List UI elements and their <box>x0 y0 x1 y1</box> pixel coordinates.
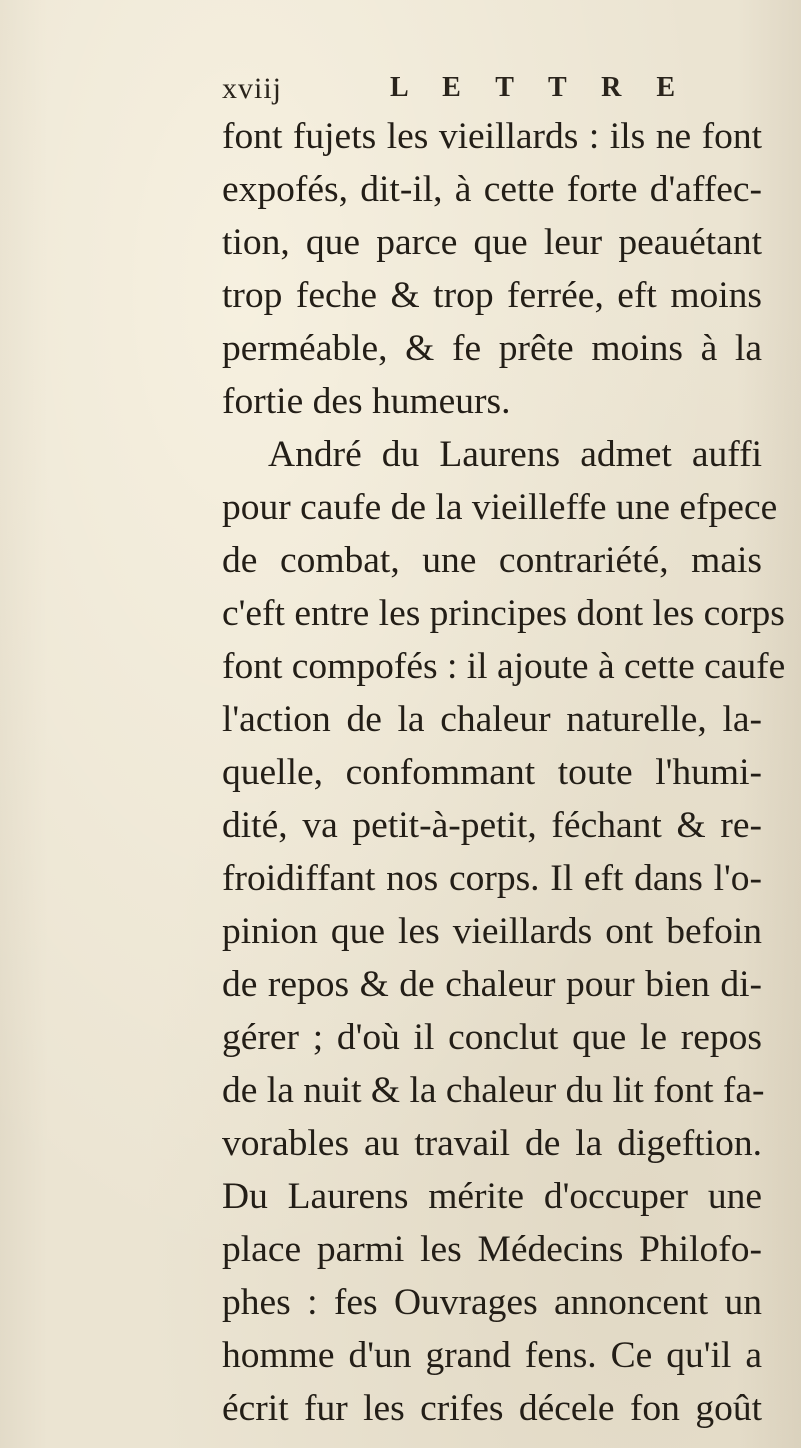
text-line: pour caufe de la vieilleffe une efpece <box>222 487 778 528</box>
text-line: de combat, une contrariété, mais <box>222 540 762 581</box>
text-line: fortie des humeurs. <box>222 381 511 422</box>
text-line: froidiffant nos corps. Il eft dans l'o- <box>222 858 762 899</box>
text-line: de la nuit & la chaleur du lit font fa- <box>222 1070 765 1111</box>
text-line: André du Laurens admet auffi <box>268 434 762 475</box>
text-line: gérer ; d'où il conclut que le repos <box>222 1017 762 1058</box>
text-line: homme d'un grand fens. Ce qu'il a <box>222 1335 762 1376</box>
text-line: font fujets les vieillards : ils ne font <box>222 116 762 157</box>
text-line: vorables au travail de la digeftion. <box>222 1123 762 1164</box>
text-line: font compofés : il ajoute à cette caufe <box>222 646 786 687</box>
text-line: tion, que parce que leur peauétant <box>222 222 762 263</box>
text-line: écrit fur les crifes décele fon goût <box>222 1388 762 1429</box>
text-line: de repos & de chaleur pour bien di- <box>222 964 762 1005</box>
text-line: place parmi les Médecins Philofo- <box>222 1229 762 1270</box>
body-text <box>222 110 786 1435</box>
text-line: phes : fes Ouvrages annoncent un <box>222 1282 762 1323</box>
text-line: perméable, & fe prête moins à la <box>222 328 762 369</box>
page-number: xviij <box>222 72 283 105</box>
running-title: L E T T R E <box>390 72 690 103</box>
text-line: pinion que les vieillards ont befoin <box>222 911 762 952</box>
text-line: expofés, dit-il, à cette forte d'affec- <box>222 169 762 210</box>
text-line: trop feche & trop ferrée, eft moins <box>222 275 762 316</box>
text-line: c'eft entre les principes dont les corps <box>222 593 785 634</box>
text-line: dité, va petit-à-petit, féchant & re- <box>222 805 762 846</box>
text-line: l'action de la chaleur naturelle, la- <box>222 699 762 740</box>
text-line: Du Laurens mérite d'occuper une <box>222 1176 762 1217</box>
text-line: quelle, confommant toute l'humi- <box>222 752 762 793</box>
